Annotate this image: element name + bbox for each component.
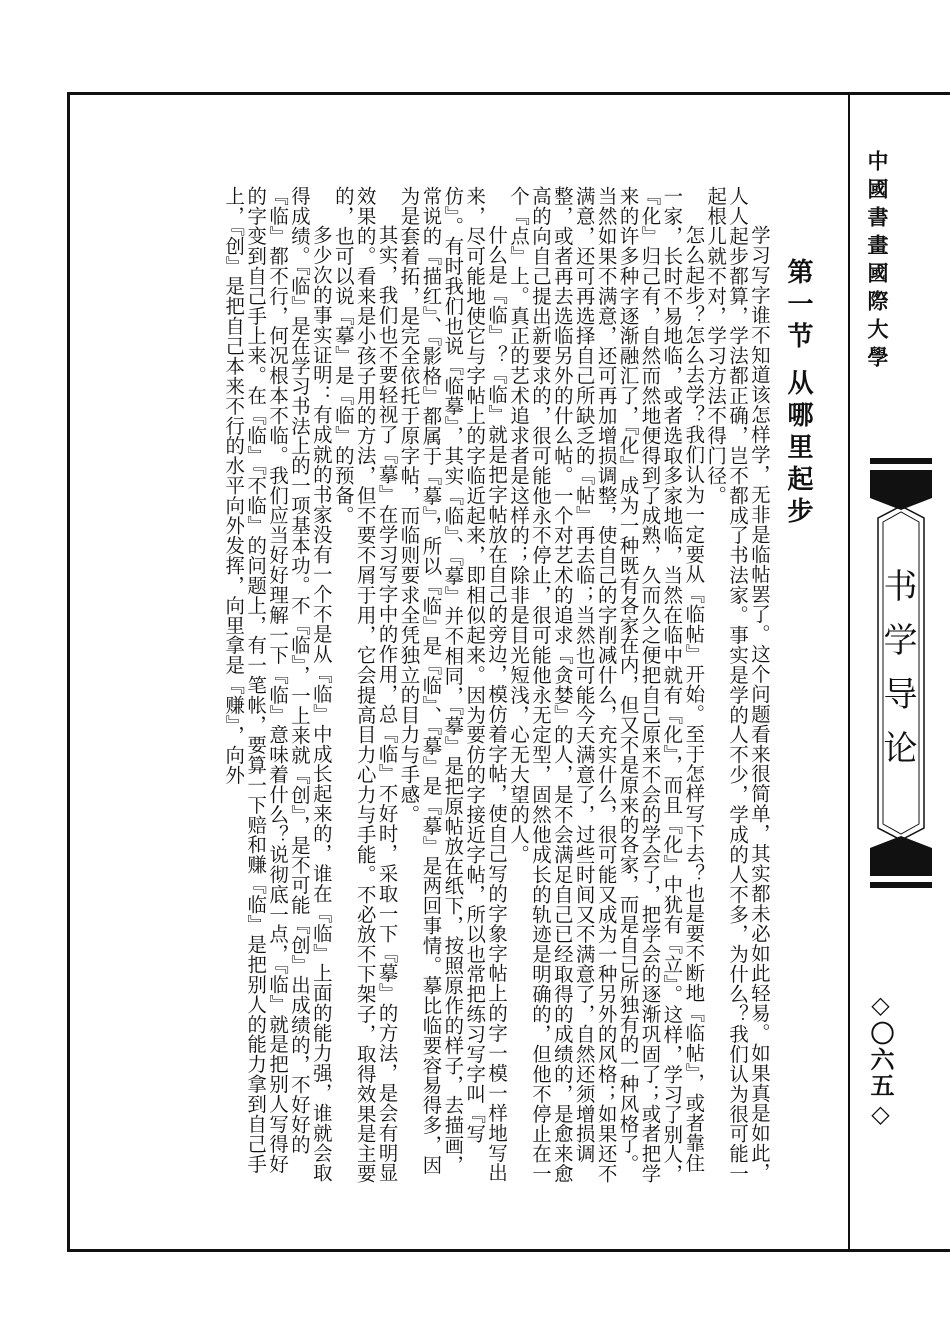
book-title-panel bbox=[870, 458, 932, 888]
page-number: ◇〇六五◇ bbox=[866, 990, 895, 1130]
paragraph: 学习写字谁不知道该怎样学，无非是临帖罢了。这个问题看来很简单，其实都未必如此轻易。如果真是如此，人人起步都算，学法都正确，岂不都成了书法家。事实是学的人不少，学成的人不多，为什么？我们认为很可能一起根儿就不对，学习方法不得门径。 bbox=[704, 186, 771, 1184]
margin-divider bbox=[848, 92, 850, 1252]
university-name: 中國書畫國際大學 bbox=[865, 150, 890, 374]
book-title: 书学导论 bbox=[877, 568, 917, 784]
paragraph: 什么是『临』？『临』就是把字帖放在自己的旁边，模仿着字帖，使自己写的字象字帖上的字一模一样地写出来，尽可能地使它与字帖上的字临近起来，即相似起来。因为要仿的字接近字帖，所以也常把练习写字叫『写仿』。有时我们也说『临摹』，其实『临』、『摹』并不相同，『摹』是把原帖放在纸下，按照原作的样子，去描画，常说的『描红』、『影格』都属于『摹』，所以『临』是『临』、『摹』是『摹』是两回事情。摹比临要容易得多，因为是套着拓，是完全依托于原字帖，而临则要求全凭独立的目力与手感。 bbox=[397, 186, 509, 1183]
body-text bbox=[150, 186, 770, 1186]
paragraph: 其实，我们也不要轻视了『摹』在学习写字中的作用，总『临』不好时，采取一下『摹』的方法，是会有明显效果的。看来是小孩子用的方法，但不要不屑于用，它会提高目力心力与手能。不必放不下架子，取得效果是主要的，也可以说『摹』是『临』的预备。 bbox=[331, 186, 399, 1184]
section-title: 第一节 从哪里起步 bbox=[783, 258, 813, 530]
paragraph: 多少次的事实证明：有成就的书家没有一个不是从『临』中成长起来的，谁在『临』上面的能力强，谁就会取得成绩。『临』是在学习书法上的一项基本功。不『临』，一上来就『创』，是不可能『创』出成绩的，不好好的『临』都不行，何况根本不临。我们应当好好理解一下『临』意味着什么？说彻底一点，『临』就是把别人写得好的字变到自己手上来。在『临』『不临』的问题上，有一笔帐，要算一下赔和赚『临』是把别人的能力拿到自己手上，『创』是把自己本来不行的水平向外发挥，向里拿是『赚』，向外 bbox=[222, 186, 333, 1183]
paragraph: 怎么起步？怎么去学？我们认为一定要从『临帖』开始。至于怎样写下去？也是要不断地『临帖』，或者靠住一家，长时不易地临，或者选取多家地临，当然在临中就有『化』，而且『化』中犹有『立』。这样，学习了别人，『化』归己有，自然而然地便得到了成熟，久而久之便把自己原来不会的学会了，把学会的逐渐巩固了；或者把学来的许多种字逐渐融汇了，『化』成为一种既有各家在内，但又不是原来的各家，而是自己所独有的一种风格了。当然如果不满意，还可再加增损调整，使自己的字削减什么，充实什么，很可能又成为一种另外的风格；如果还不满意，还可再选择自己所缺乏的『帖』再去临；当然也可能今天满意了，过些时间又不满意了，自然还须增损调整，或者再去选临另外的什么帖。一个对艺术的追求『贪婪』的人，是不会满足自己已经取得的成绩的，是愈来愈高的向自己提出新要求的，很可能他永不停止，很可能他永无定型，固然他成长的轨迹是明确的，但他不停止在一个『点』上。真正的艺术追求者是这样的；除非是目光短浅，心无大望的人。 bbox=[507, 186, 706, 1185]
